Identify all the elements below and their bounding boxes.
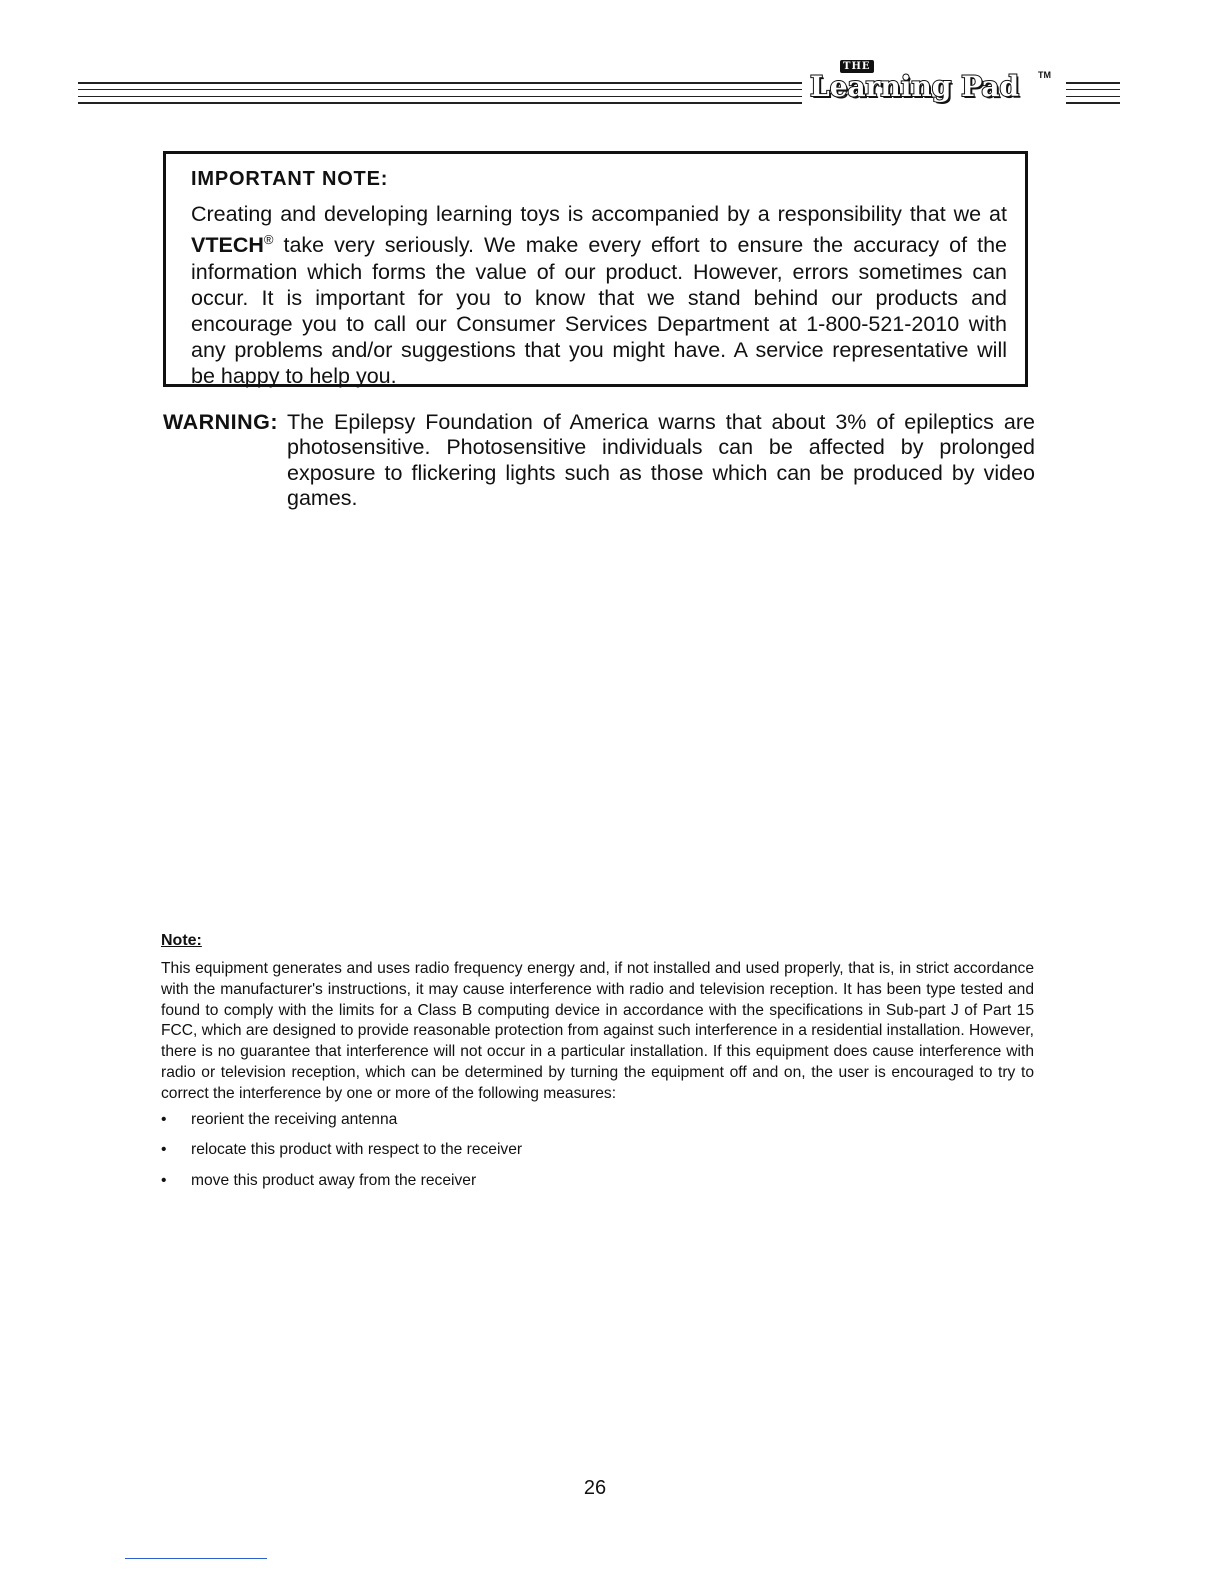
logo-the-badge: THE <box>840 60 874 73</box>
list-item <box>161 1171 1034 1191</box>
registered-mark: ® <box>263 232 274 248</box>
important-note-text-2: take very seriously. We make every effort to ensure the accuracy of the information which forms the value of our product. However, errors sometimes can occur. It is important for you to know that we stand behind our products and encourage you to call our Consumer Services Department at 1-800-521-2010 with any problems and/or suggestions that you might have. A service representative will be happy to help you. <box>191 233 1007 389</box>
bullet-icon: • <box>161 1141 167 1159</box>
measure-text: move this product away from the receiver <box>191 1171 477 1189</box>
list-item <box>161 1140 1034 1160</box>
warning-text: The Epilepsy Foundation of America warns that about 3% of epileptics are photosensitive. Photosensitive individuals can be affected by prolonged exposure to flickering lights such as those which can be produced by video games. <box>287 410 1035 510</box>
fcc-note-body: This equipment generates and uses radio frequency energy and, if not installed and used properly, that is, in strict accordance with the manufacturer's instructions, it may cause interference with radio and television reception. It has been type tested and found to comply with the limits for a Class B computing device in accordance with the specifications in Sub-part J of Part 15 FCC, which are designed to provide reasonable protection from against such interference in a residential installation. However, there is no guarantee that interference will not occur in a particular installation. If this equipment does cause interference with radio or television reception, which can be determined by turning the equipment off and on, the user is encouraged to try to correct the interference by one or more of the following measures: <box>161 960 1034 1102</box>
vtech-brand: VTECH <box>191 233 264 258</box>
page-number: 26 <box>583 1477 607 1499</box>
warning-label: WARNING: <box>163 410 279 434</box>
important-note-text-1: Creating and developing learning toys is accompanied by a responsibility that we at <box>191 202 1007 226</box>
header-rule-left <box>78 82 802 104</box>
measure-text: relocate this product with respect to the receiver <box>191 1141 523 1159</box>
fcc-measures-list <box>161 1110 1034 1191</box>
learning-pad-logo <box>810 60 1060 108</box>
important-note-heading: IMPORTANT NOTE: <box>191 168 389 190</box>
logo-trademark: TM <box>1038 70 1051 80</box>
list-item <box>161 1110 1034 1130</box>
footer-divider <box>125 1558 267 1559</box>
fcc-note-section <box>161 932 1034 1201</box>
important-note-box <box>163 151 1028 387</box>
bullet-icon: • <box>161 1110 167 1128</box>
measure-text: reorient the receiving antenna <box>191 1110 398 1128</box>
logo-wordmark: Learning Pad <box>810 70 1020 103</box>
page-header <box>78 60 1120 108</box>
fcc-note-heading: Note: <box>161 932 202 949</box>
header-rule-right <box>1066 82 1120 104</box>
important-note-body <box>191 201 1007 390</box>
bullet-icon: • <box>161 1171 167 1189</box>
